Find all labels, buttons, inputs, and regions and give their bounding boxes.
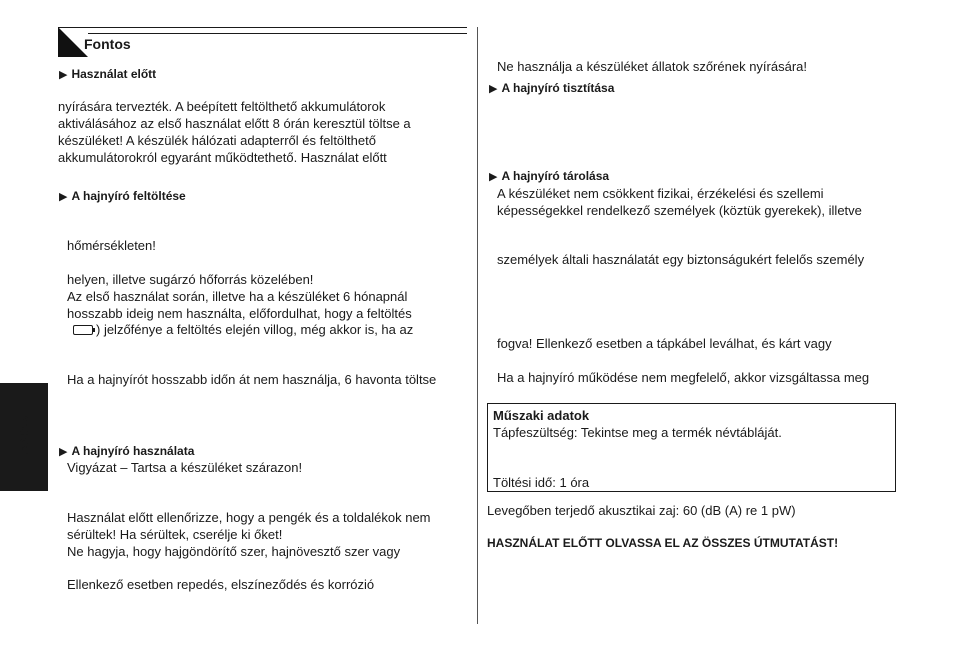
heading-cleaning-text: A hajnyíró tisztítása — [501, 81, 615, 95]
paragraph-line: Vigyázat – Tartsa a készüléket szárazon! — [67, 460, 303, 475]
paragraph-line: Használat előtt ellenőrizze, hogy a pengék és a toldalékok nem — [67, 510, 431, 525]
heading-cleaning — [489, 80, 614, 98]
heading-charging-text: A hajnyíró feltöltése — [71, 189, 186, 203]
heading-before-use — [59, 66, 156, 84]
paragraph-line: helyen, illetve sugárzó hőforrás közelében! — [67, 272, 314, 287]
triangle-right-icon: ▶ — [59, 191, 68, 203]
paragraph-line: Ne használja a készüléket állatok szőrének nyírására! — [497, 59, 807, 74]
heading-storage-text: A hajnyíró tárolása — [501, 169, 610, 183]
specs-voltage: Tápfeszültség: Tekintse meg a termék névtábláját. — [493, 425, 782, 440]
triangle-right-icon: ▶ — [59, 69, 68, 81]
paragraph-line-with-icon — [67, 321, 413, 338]
heading-usage-text: A hajnyíró használata — [71, 444, 195, 458]
heading-charging — [59, 188, 186, 206]
battery-icon — [73, 325, 93, 335]
paragraph-line: ) jelzőfénye a feltöltés elején villog, még akkor is, ha az — [96, 322, 414, 337]
paragraph-line: sérültek! Ha sérültek, cserélje ki őket! — [67, 527, 283, 542]
triangle-right-icon: ▶ — [59, 446, 68, 458]
heading-before-use-text: Használat előtt — [71, 67, 157, 81]
paragraph-line: Ha a hajnyírót hosszabb időn át nem használja, 6 havonta töltse — [67, 372, 437, 387]
paragraph-line: képességekkel rendelkező személyek (köztük gyerekek), illetve — [497, 203, 862, 218]
paragraph-line: Az első használat során, illetve ha a készüléket 6 hónapnál — [67, 289, 408, 304]
paragraph-line: aktiválásához az első használat előtt 8 órán keresztül töltse a — [58, 116, 411, 131]
paragraph-line: Ha a hajnyíró működése nem megfelelő, akkor vizsgáltassa meg — [497, 370, 870, 385]
paragraph-line: személyek általi használatát egy biztonságukért felelős személy — [497, 252, 865, 267]
paragraph-line: hosszabb ideig nem használta, előfordulhat, hogy a feltöltés — [67, 306, 412, 321]
paragraph-line: akkumulátorokról egyaránt működtethető. Használat előtt — [58, 150, 387, 165]
paragraph-line: hőmérsékleten! — [67, 238, 156, 253]
triangle-right-icon: ▶ — [489, 171, 498, 183]
paragraph-line: fogva! Ellenkező esetben a tápkábel leválhat, és kárt vagy — [497, 336, 832, 351]
specs-charge-time: Töltési idő: 1 óra — [493, 475, 590, 490]
header-rule-inner — [88, 33, 467, 34]
specs-title: Műszaki adatok — [493, 408, 590, 423]
column-divider — [477, 27, 478, 624]
paragraph-line: készüléket! A készülék hálózati adapterről és feltölthető — [58, 133, 376, 148]
paragraph-line: Ne hagyja, hogy hajgöndörítő szer, hajnövesztő szer vagy — [67, 544, 401, 559]
language-tab-label: Magyar — [19, 414, 31, 456]
header-rule — [58, 27, 467, 28]
paragraph-line: Ellenkező esetben repedés, elszíneződés és korrózió — [67, 577, 375, 592]
section-title: Fontos — [84, 36, 131, 52]
triangle-right-icon: ▶ — [489, 83, 498, 95]
paragraph-line: A készüléket nem csökkent fizikai, érzékelési és szellemi — [497, 186, 824, 201]
final-notice: HASZNÁLAT ELŐTT OLVASSA EL AZ ÖSSZES ÚTMUTATÁST! — [487, 536, 839, 550]
paragraph-line: nyírására tervezték. A beépített feltölthető akkumulátorok — [58, 99, 386, 114]
noise-spec: Levegőben terjedő akusztikai zaj: 60 (dB (A) re 1 pW) — [487, 503, 796, 518]
heading-storage — [489, 168, 609, 186]
